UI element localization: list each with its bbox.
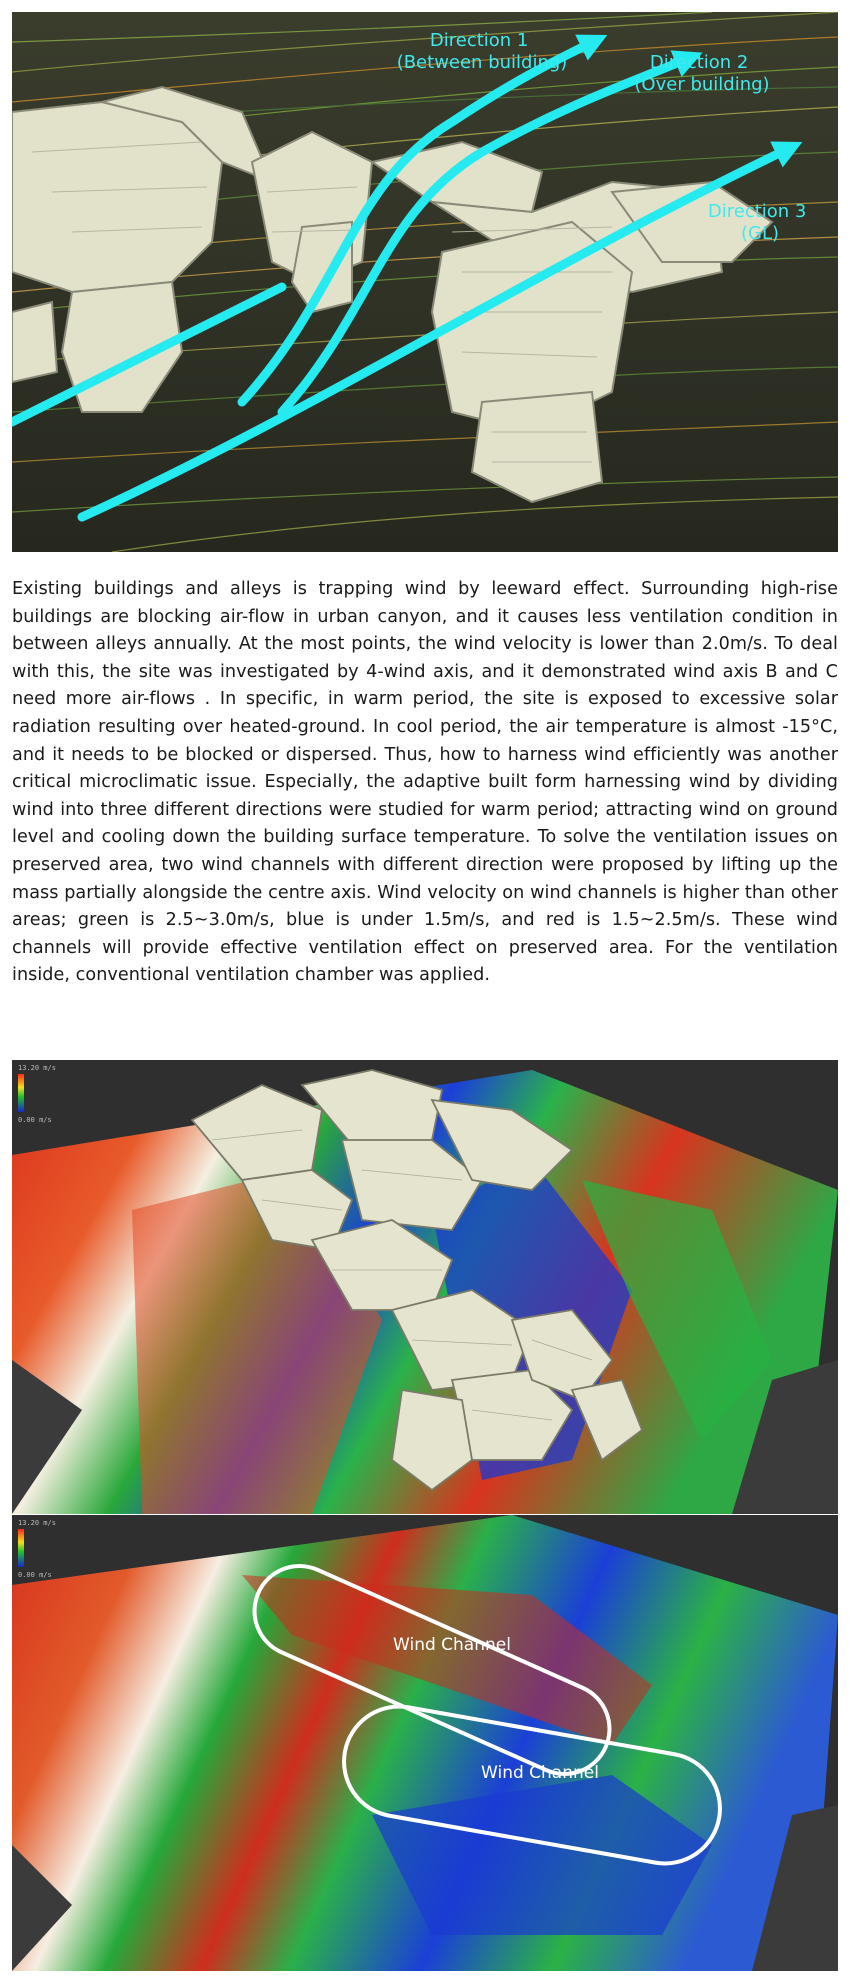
wind-direction-figure xyxy=(12,12,838,552)
legend-min-label: 0.00 m/s xyxy=(18,1571,52,1579)
wind-channel-label-2: Wind Channel xyxy=(481,1763,599,1783)
direction-2-label: Direction 2 (Over building) xyxy=(634,52,770,95)
velocity-legend-bar xyxy=(18,1074,24,1112)
description-paragraph: Existing buildings and alleys is trapping wind by leeward effect. Surrounding high-rise buildings are blocking air-flow in urban canyon, and it causes less ventilation condition in between alleys annually. At the most points, the wind velocity is lower than 2.0m/s. To deal with this, the site was investigated by 4-wind axis, and it demonstrated wind axis B and C need more air-flows . In specific, in warm period, the site is exposed to excessive solar radiation resulting over heated-ground. In cool period, the air temperature is almost -15°C, and it needs to be blocked or dispersed. Thus, how to harness wind efficiently was another critical microclimatic issue. Especially, the adaptive built form harnessing wind by dividing wind into three different directions were studied for warm period; attracting wind on ground level and cooling down the building surface temperature. To solve the ventilation issues on preserved area, two wind channels with different direction were proposed by lifting up the mass partially alongside the centre axis. Wind velocity on wind channels is higher than other areas; green is 2.5~3.0m/s, blue is under 1.5m/s, and red is 1.5~2.5m/s. These wind channels will provide effective ventilation effect on preserved area. For the ventilation inside, conventional ventilation chamber was applied. xyxy=(12,579,838,986)
velocity-map-wind-channels xyxy=(12,1515,838,1971)
wind-channel-label-1: Wind Channel xyxy=(393,1635,511,1655)
legend-max-label: 13.20 m/s xyxy=(18,1064,56,1072)
legend-min-label: 0.00 m/s xyxy=(18,1116,52,1124)
velocity-legend-bar xyxy=(18,1529,24,1567)
velocity-render-1 xyxy=(12,1060,838,1514)
direction-1-label: Direction 1 (Between building) xyxy=(396,30,568,73)
velocity-render-2 xyxy=(12,1515,838,1971)
velocity-map-with-building xyxy=(12,1060,838,1514)
legend-max-label: 13.20 m/s xyxy=(18,1519,56,1527)
wind-direction-render xyxy=(12,12,838,552)
direction-3-label: Direction 3 (GL) xyxy=(707,201,807,244)
